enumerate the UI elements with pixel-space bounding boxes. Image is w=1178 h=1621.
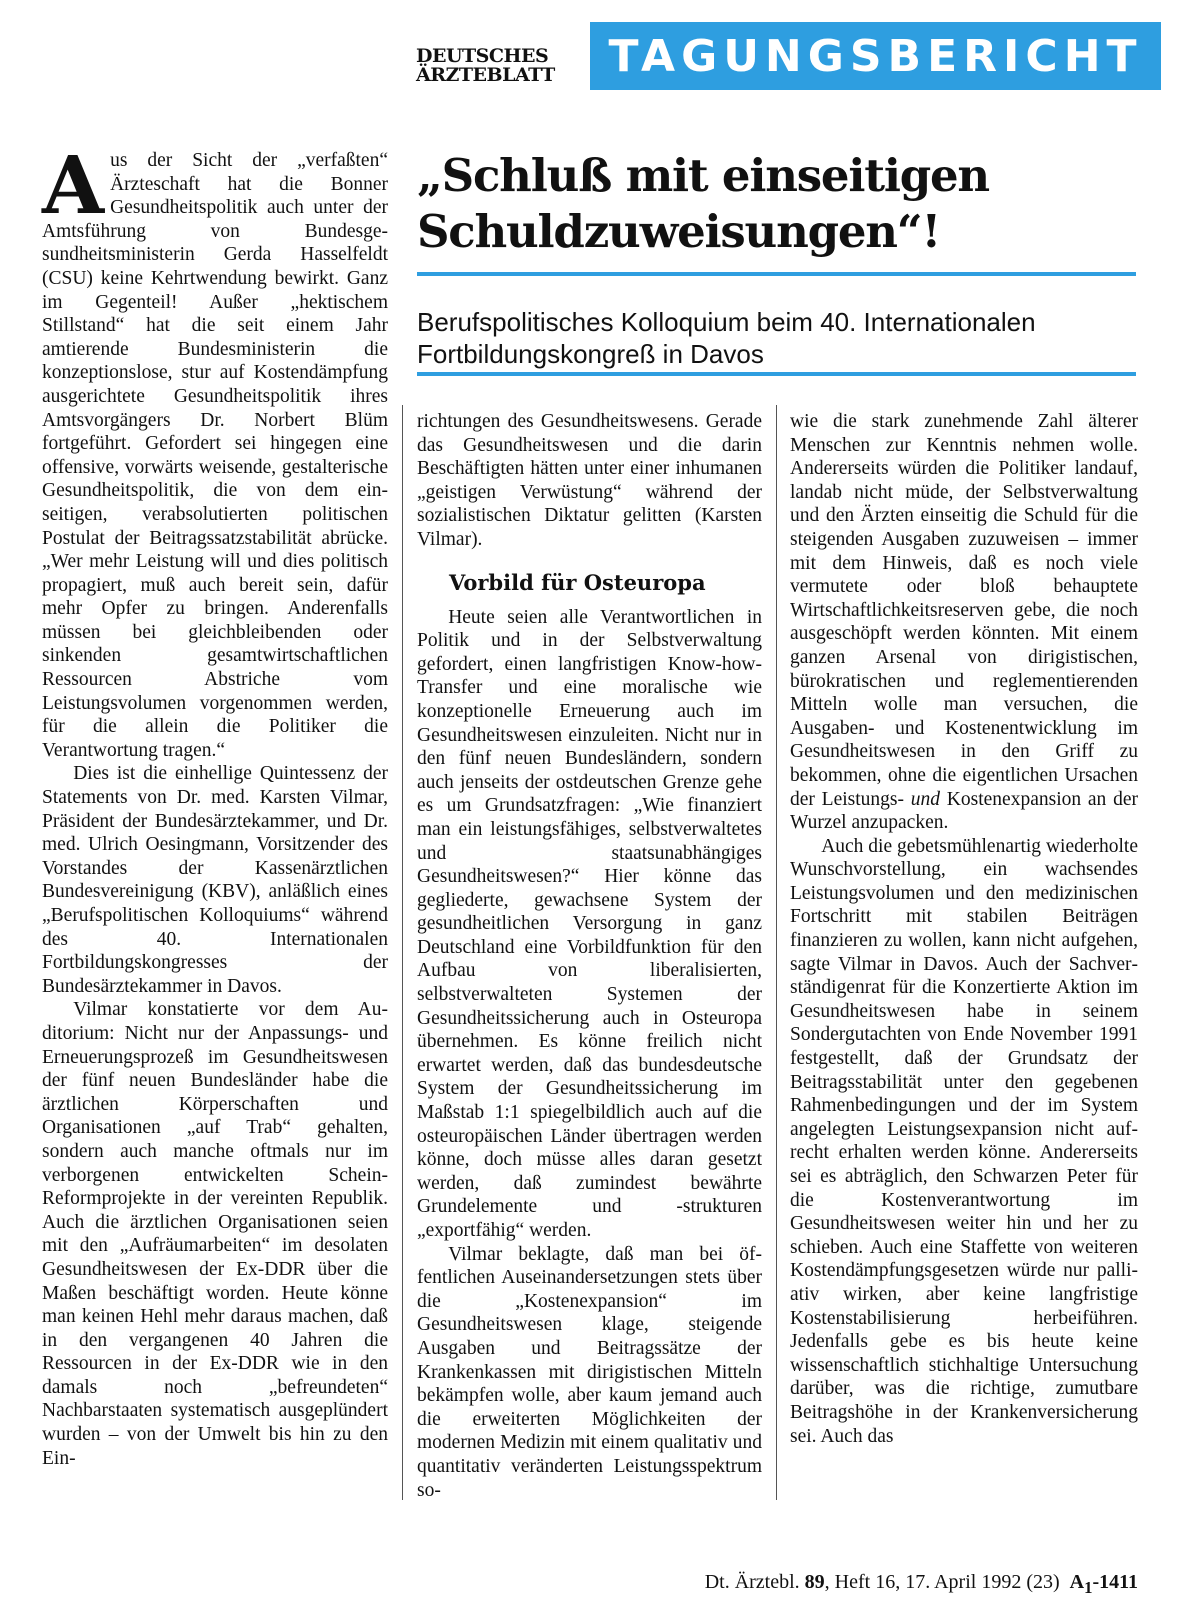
paragraph: Vilmar beklagte, daß man bei öffentlichen Auseinandersetzungen stets über die „Kostenexpansion“ im Gesundheitswesen klage, steigende Ausgaben und Beitragssätze der Krankenkassen mit dirigistischen Mitteln bekämpfen wolle, aber kaum jemand auch die erweiterten Möglichkeiten der modernen Medizin mit einem qualitativ und quantitativ veränderten Leistungsspektrum so-	[417, 1243, 762, 1501]
logo-line-2: ÄRZTEBLATT	[416, 64, 555, 86]
subtitle: Berufspolitisches Kolloquium beim 40. Internationalen Fortbildungskongreß in Davos	[417, 307, 1036, 369]
page-prefix: A	[1069, 1571, 1085, 1593]
paragraph-text: Kostenexpansion an der Wurzel anzupacken.	[790, 788, 1138, 834]
logo-line-1: DEUTSCHES	[416, 45, 549, 67]
paragraph-text: us der Sicht der „verfaßten“ Ärzteschaft hat die Bonner Gesundheitspolitik auch unter der Amtsführung von Bundesgesundheitsministerin Gerda Hasselfeldt (CSU) keine Kehrtwendung bewirkt. Ganz im Gegenteil! Außer „hektischem Stillstand“ hat die seit einem Jahr amtierende Bundesministerin die konzeptionslose, stur auf Kostendämpfung ausgerichtete Gesundheitspolitik ihres Amtsvorgängers Dr. Norbert Blüm fortgeführt. Gefordert sei hingegen eine offensive, vorwärts weisende, gestalterische Gesundheitspolitik, die von dem einseitigen, verabsolutierten politischen Postulat der Beitragssatzstabilität abrücke. „Wer mehr Leistung will und dies politisch propagiert, muß auch bereit sein, dafür mehr Opfer zu bringen. Anderenfalls müssen bei gleichbleibenden oder sinkenden gesamtwirtschaftlichen Ressourcen Abstriche vom Leistungsvolumen vorgenommen werden, für die allein die Politiker die Verantwortung tragen.“	[42, 150, 388, 761]
citation-suffix: , Heft 16, 17. April 1992 (23)	[824, 1571, 1060, 1593]
citation-volume: 89	[804, 1571, 825, 1593]
paragraph	[790, 410, 1138, 835]
column-divider	[402, 405, 403, 1500]
column-1	[42, 138, 388, 1470]
page-suffix: -1411	[1092, 1571, 1138, 1593]
headline-rule	[417, 272, 1136, 276]
paragraph: Heute seien alle Verantwortlichen in Politik und in der Selbstverwaltung gefordert, einen langfristigen Know-how-Transfer und eine moralische wie konzeptionelle Erneuerung auch im Gesundheitswesen einzuleiten. Nicht nur in den fünf neuen Bundesländern, sondern auch jenseits der ostdeutschen Grenze gehe es um Grundsatzfragen: „Wie finanziert man ein leistungsfähiges, selbstverwaltetes und staatsunabhängiges Gesundheitswesen?“ Hier könne das gegliederte, gewachsene System der gesundheitlichen Versorgung in ganz Deutschland eine Vorbildfunktion für den Aufbau von liberalisierten, selbstverwalteten Systemen der Gesundheitssicherung auch in Osteuropa übernehmen. Es könne freilich nicht erwartet werden, daß das bundesdeutsche System der Gesundheitssicherung im Maßstab 1:1 spiegelbildlich auch auf die osteuropäischen Länder übertragen werden könne, doch müsse alles daran gesetzt werden, daß zumindest bewährte Grundelemente und -strukturen „exportfähig“ werden.	[417, 606, 762, 1241]
paragraph: Dies ist die einhellige Quintessenz der Statements von Dr. med. Karsten Vilmar, Präsident der Bundesärztekammer, und Dr. med. Ulrich Oesingmann, Vorsitzender des Vorstandes der Kassenärztlichen Bundesvereinigung (KBV), anläßlich eines „Berufspolitischen Kolloquiums“ während des 40. Internationalen Fortbildungskongresses der Bundesärztekammer in Davos.	[42, 763, 388, 997]
emphasis: und	[910, 788, 941, 810]
column-2	[417, 410, 762, 1502]
column-3	[790, 410, 1138, 1448]
paragraph	[42, 138, 388, 762]
page-number	[1069, 1571, 1138, 1597]
masthead-logo	[416, 47, 586, 85]
column-divider	[776, 405, 777, 1500]
drop-cap: A	[42, 138, 105, 232]
page-sub: 1	[1084, 1578, 1093, 1597]
paragraph: Auch die gebetsmühlenartig wiederholte Wunschvorstellung, ein wachsendes Leistungsvolumen und den medizinischen Fortschritt mit stabilen Beiträgen finanzieren zu wollen, kann nicht aufgehen, sagte Vilmar in Davos. Auch der Sachverständigenrat für die Konzertierte Aktion im Gesundheitswesen habe in seinem Sondergutachten von Ende November 1991 festgestellt, daß der Grundsatz der Beitragsstabilität unter den gegebenen Rahmenbedingungen und der im System angelegten Leistungsexpansion nicht aufrecht erhalten werden könne. Andererseits sei es abträglich, den Schwarzen Peter für die Kostenverantwortung im Gesundheitswesen weiter hin und her zu schieben. Auch eine Staffette von weiteren Kostendämpfungsgesetzen würde nur palliativ wirken, aber keine langfristige Kostenstabilisierung herbeiführen. Jedenfalls gebe es bis heute keine wissenschaftlich stichhaltige Untersuchung darüber, was die richtige, zumutbare Beitragshöhe in der Krankenversicherung sei. Auch das	[790, 835, 1138, 1447]
headline-line-1: „Schluß mit einseitigen	[417, 149, 989, 202]
citation-prefix: Dt. Ärztebl.	[704, 1571, 805, 1593]
paragraph: Vilmar konstatierte vor dem Auditorium: Nicht nur der Anpassungs- und Erneuerungsprozeß im Gesundheitswesen der fünf neuen Bundesländer habe die ärztlichen Körperschaften und Organisationen „auf Trab“ gehalten, sondern auch manche oftmals nur im verborgenen entwickelten Schein-Reformprojekte in der vereinten Republik. Auch die ärztlichen Organisationen seien mit den „Aufräumarbeiten“ im desolaten Gesundheitswesen der Ex-DDR über die Maßen beschäftigt worden. Heute könne man keinen Hehl mehr daraus machen, daß in den vergangenen 40 Jahren die Ressourcen in der Ex-DDR wie in den damals noch „befreundeten“ Nachbarstaaten systematisch ausgeplündert wurden – von der Umwelt bis hin zu den Ein-	[42, 999, 388, 1469]
section-banner	[590, 22, 1161, 90]
section-label: TAGUNGSBERICHT	[608, 30, 1143, 82]
headline	[417, 148, 1157, 260]
headline-line-2: Schuldzuweisungen“!	[417, 205, 941, 258]
paragraph: richtungen des Gesundheitswesens. Gerade das Gesundheitswesen und die darin Beschäftigten hätten unter einer inhumanen „geistigen Verwüstung“ während der sozialistischen Diktatur gelitten (Karsten Vilmar).	[417, 411, 762, 550]
subheading: Vorbild für Osteuropa	[449, 569, 706, 595]
subtitle-rule	[417, 372, 1136, 376]
page-footer	[705, 1570, 1138, 1600]
paragraph-text: wie die stark zunehmende Zahl älterer Menschen zur Kenntnis nehmen wolle. Andererseits würden die Politiker landauf, landab nicht müde, der Selbstverwaltung und den Ärzten einseitig die Schuld für die steigenden Ausgaben zuzuweisen – immer mit dem Hinweis, daß es noch viele vermutete oder bloß behauptete Wirtschaftlichkeitsreserven gebe, die noch ausgeschöpft werden könnten. Mit einem ganzen Arsenal von dirigistischen, bürokratischen und reglementierenden Mitteln wolle man versuchen, die Ausgaben- und Kostenentwicklung im Gesundheitswesen in den Griff zu bekommen, ohne die eigentlichen Ursachen der Leistungs-	[790, 411, 1138, 810]
